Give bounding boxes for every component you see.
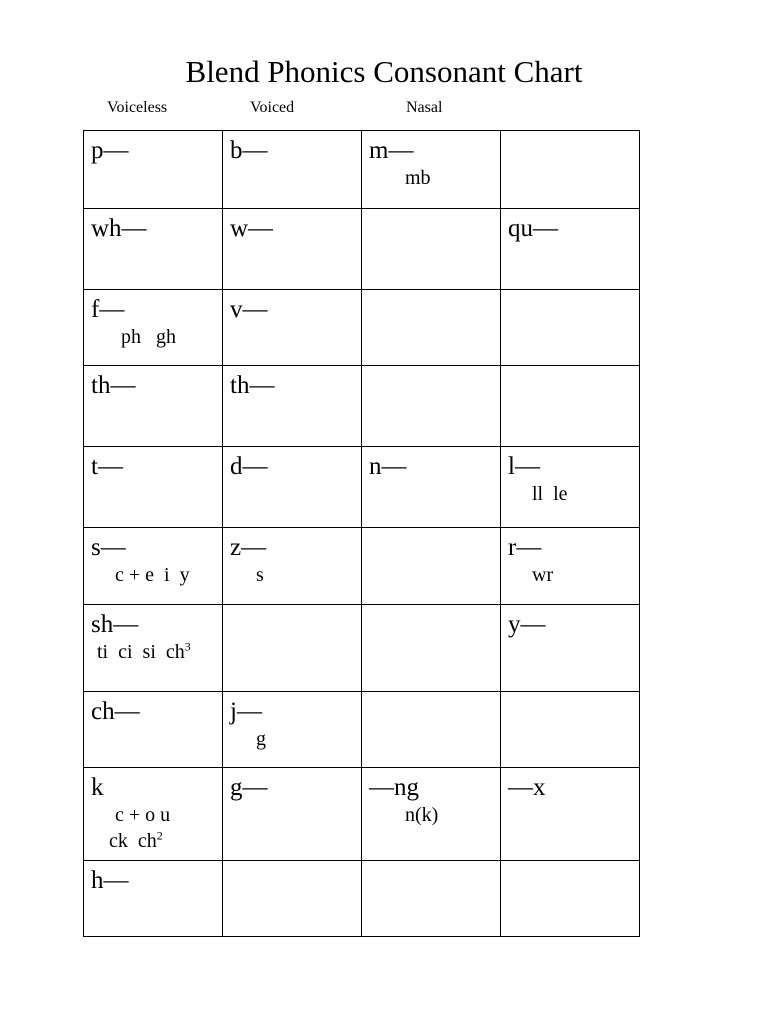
chart-cell — [84, 692, 223, 768]
chart-cell — [362, 366, 501, 447]
alternate-spelling: c + o u — [115, 804, 171, 826]
chart-cell — [501, 366, 640, 447]
consonant-sound: th— — [91, 372, 136, 399]
alternate-spelling: s — [256, 564, 264, 586]
chart-cell — [223, 366, 362, 447]
alternate-spelling: ck $ch^2$ — [109, 828, 163, 852]
chart-cell — [223, 861, 362, 937]
chart-cell — [501, 290, 640, 366]
column-header-nasal: Nasal — [406, 99, 443, 116]
alternate-spelling: g — [256, 728, 266, 750]
alternate-spelling: c + e i y — [115, 564, 190, 586]
consonant-sound: s— — [91, 534, 126, 561]
chart-row — [84, 692, 640, 768]
chart-row — [84, 131, 640, 209]
chart-row — [84, 209, 640, 290]
chart-cell — [223, 447, 362, 528]
chart-row — [84, 605, 640, 692]
footnote-mark: 2 — [156, 828, 163, 843]
chart-cell — [223, 131, 362, 209]
chart-cell — [501, 768, 640, 861]
chart-cell — [84, 366, 223, 447]
chart-cell — [223, 209, 362, 290]
consonant-sound: h— — [91, 867, 129, 894]
chart-cell — [84, 290, 223, 366]
chart-row — [84, 290, 640, 366]
chart-cell — [501, 692, 640, 768]
column-header-voiceless: Voiceless — [107, 99, 168, 116]
consonant-sound: —ng — [369, 774, 419, 801]
alternate-spelling: ti ci si $ch^3$ — [97, 639, 191, 663]
consonant-sound: n— — [369, 453, 407, 480]
chart-cell — [223, 692, 362, 768]
chart-cell — [223, 768, 362, 861]
chart-cell — [84, 528, 223, 605]
chart-cell — [362, 692, 501, 768]
chart-cell — [84, 768, 223, 861]
consonant-sound: t— — [91, 453, 123, 480]
consonant-sound: qu— — [508, 215, 558, 242]
alternate-spelling: mb — [405, 167, 431, 189]
chart-cell — [501, 209, 640, 290]
consonant-sound: d— — [230, 453, 268, 480]
chart-cell — [223, 528, 362, 605]
chart-cell — [362, 768, 501, 861]
chart-row — [84, 861, 640, 937]
alternate-spelling: ph gh — [121, 326, 176, 348]
consonant-sound: p— — [91, 137, 129, 164]
chart-cell — [362, 861, 501, 937]
column-header-voiced: Voiced — [250, 99, 295, 116]
chart-cell — [501, 528, 640, 605]
consonant-sound: b— — [230, 137, 268, 164]
consonant-sound: v— — [230, 296, 268, 323]
chart-cell — [501, 861, 640, 937]
chart-row — [84, 528, 640, 605]
chart-cell — [501, 605, 640, 692]
chart-row — [84, 447, 640, 528]
consonant-sound: z— — [230, 534, 267, 561]
chart-cell — [84, 209, 223, 290]
consonant-sound: —x — [508, 774, 546, 801]
chart-cell — [84, 131, 223, 209]
chart-cell — [501, 131, 640, 209]
alternate-spelling: n(k) — [405, 804, 439, 826]
consonant-sound: sh— — [91, 611, 139, 638]
consonant-sound: th— — [230, 372, 275, 399]
chart-cell — [362, 209, 501, 290]
chart-cell — [84, 447, 223, 528]
chart-cell — [362, 131, 501, 209]
chart-cell — [362, 528, 501, 605]
consonant-sound: ch— — [91, 698, 140, 725]
alternate-spelling: wr — [532, 564, 554, 586]
consonant-sound: r— — [508, 534, 542, 561]
chart-cell — [362, 447, 501, 528]
chart-row — [84, 366, 640, 447]
alternate-spelling: ll le — [532, 483, 568, 505]
chart-cell — [362, 290, 501, 366]
consonant-sound: g— — [230, 774, 268, 801]
consonant-sound: f— — [91, 296, 125, 323]
chart-cell — [223, 290, 362, 366]
consonant-sound: m— — [369, 137, 414, 164]
chart-cell — [501, 447, 640, 528]
consonant-sound: wh— — [91, 215, 147, 242]
chart-cell — [84, 605, 223, 692]
consonant-sound: y— — [508, 611, 546, 638]
consonant-sound: w— — [230, 215, 274, 242]
chart-title: Blend Phonics Consonant Chart — [185, 54, 583, 89]
consonant-sound: l— — [508, 453, 540, 480]
consonant-sound: k — [91, 774, 104, 801]
footnote-mark: 3 — [184, 639, 191, 654]
consonant-chart-table — [83, 130, 640, 937]
chart-cell — [84, 861, 223, 937]
chart-cell — [362, 605, 501, 692]
consonant-sound: j— — [230, 698, 262, 725]
chart-cell — [223, 605, 362, 692]
chart-row — [84, 768, 640, 861]
